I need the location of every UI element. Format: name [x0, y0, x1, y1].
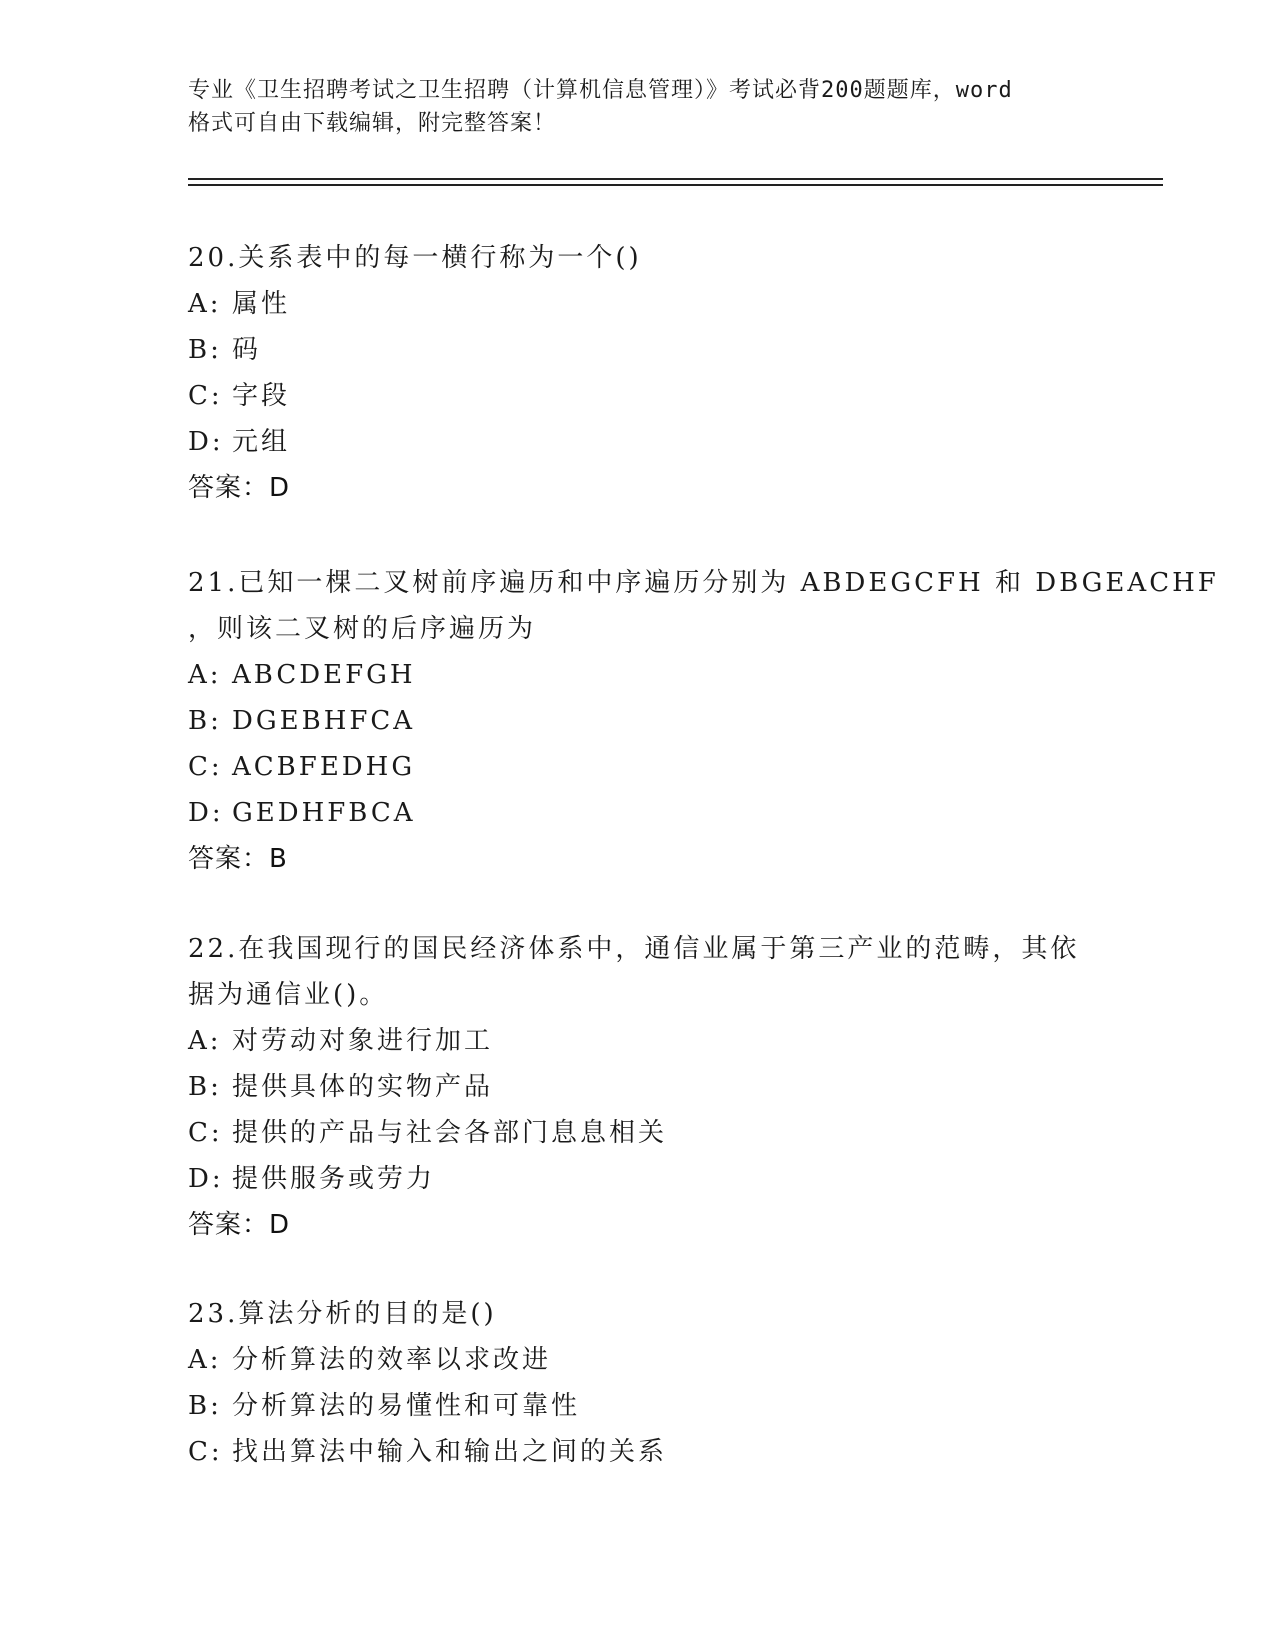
- option-label: A:: [188, 660, 222, 690]
- option-d: [188, 790, 1118, 836]
- header-line-1: 专业《卫生招聘考试之卫生招聘（计算机信息管理）》考试必背200题题库，word: [188, 78, 1013, 103]
- option-text: 码: [232, 335, 262, 365]
- stem-line: 据为通信业()。: [188, 980, 389, 1010]
- option-label: A:: [188, 1345, 222, 1375]
- stem-line: 20.关系表中的每一横行称为一个(): [188, 243, 642, 273]
- option-b: [188, 698, 1118, 744]
- option-text: 提供具体的实物产品: [232, 1072, 494, 1102]
- option-b: [188, 1064, 1118, 1110]
- option-c: [188, 373, 1118, 419]
- option-text: 找出算法中输入和输出之间的关系: [232, 1437, 668, 1467]
- option-text: 分析算法的易懂性和可靠性: [232, 1391, 581, 1421]
- option-text: ACBFEDHG: [232, 752, 416, 782]
- header-line-2: 格式可自由下载编辑，附完整答案！: [188, 111, 557, 136]
- stem-line: ，则该二叉树的后序遍历为: [188, 614, 537, 644]
- option-label: C:: [188, 381, 223, 411]
- question-stem: [188, 235, 1088, 281]
- option-text: ABCDEFGH: [232, 660, 416, 690]
- question-20: [188, 235, 1118, 511]
- option-text: 属性: [232, 289, 291, 319]
- option-text: 提供的产品与社会各部门息息相关: [232, 1118, 668, 1148]
- answer-line: 答案：D: [188, 473, 291, 503]
- option-d: [188, 419, 1118, 465]
- option-a: [188, 1337, 1118, 1383]
- option-label: D:: [188, 1164, 224, 1194]
- header-divider-bottom: [188, 184, 1163, 186]
- option-label: C:: [188, 752, 223, 782]
- stem-line: 21.已知一棵二叉树前序遍历和中序遍历分别为 ABDEGCFH 和 DBGEACHF: [188, 568, 1219, 598]
- option-label: A:: [188, 289, 222, 319]
- option-label: D:: [188, 427, 224, 457]
- option-text: DGEBHFCA: [232, 706, 416, 736]
- option-text: 分析算法的效率以求改进: [232, 1345, 552, 1375]
- option-text: 元组: [232, 427, 291, 457]
- option-b: [188, 327, 1118, 373]
- question-stem: [188, 560, 1219, 652]
- option-a: [188, 1018, 1118, 1064]
- question-21: [188, 560, 1219, 882]
- question-stem: [188, 926, 1088, 1018]
- option-label: B:: [188, 706, 222, 736]
- header-divider-top: [188, 178, 1163, 180]
- option-a: [188, 652, 1118, 698]
- option-label: D:: [188, 798, 224, 828]
- stem-line: 22.在我国现行的国民经济体系中，通信业属于第三产业的范畴，其依: [188, 934, 1080, 964]
- option-label: B:: [188, 1391, 222, 1421]
- option-d: [188, 1156, 1118, 1202]
- option-c: [188, 744, 1118, 790]
- stem-line: 23.算法分析的目的是(): [188, 1299, 497, 1329]
- answer-line: 答案：D: [188, 1210, 291, 1240]
- question-stem: [188, 1291, 1088, 1337]
- option-text: 对劳动对象进行加工: [232, 1026, 494, 1056]
- option-text: 提供服务或劳力: [232, 1164, 436, 1194]
- option-c: [188, 1429, 1118, 1475]
- answer-line: 答案：B: [188, 844, 288, 874]
- option-label: B:: [188, 1072, 222, 1102]
- option-a: [188, 281, 1118, 327]
- document-page: [188, 0, 1219, 1650]
- option-label: A:: [188, 1026, 222, 1056]
- option-label: B:: [188, 335, 222, 365]
- option-text: GEDHFBCA: [232, 798, 416, 828]
- option-text: 字段: [232, 381, 291, 411]
- document-header: [188, 74, 1118, 140]
- option-label: C:: [188, 1118, 223, 1148]
- question-23: [188, 1291, 1118, 1475]
- option-label: C:: [188, 1437, 223, 1467]
- question-22: [188, 926, 1118, 1248]
- option-b: [188, 1383, 1118, 1429]
- option-c: [188, 1110, 1118, 1156]
